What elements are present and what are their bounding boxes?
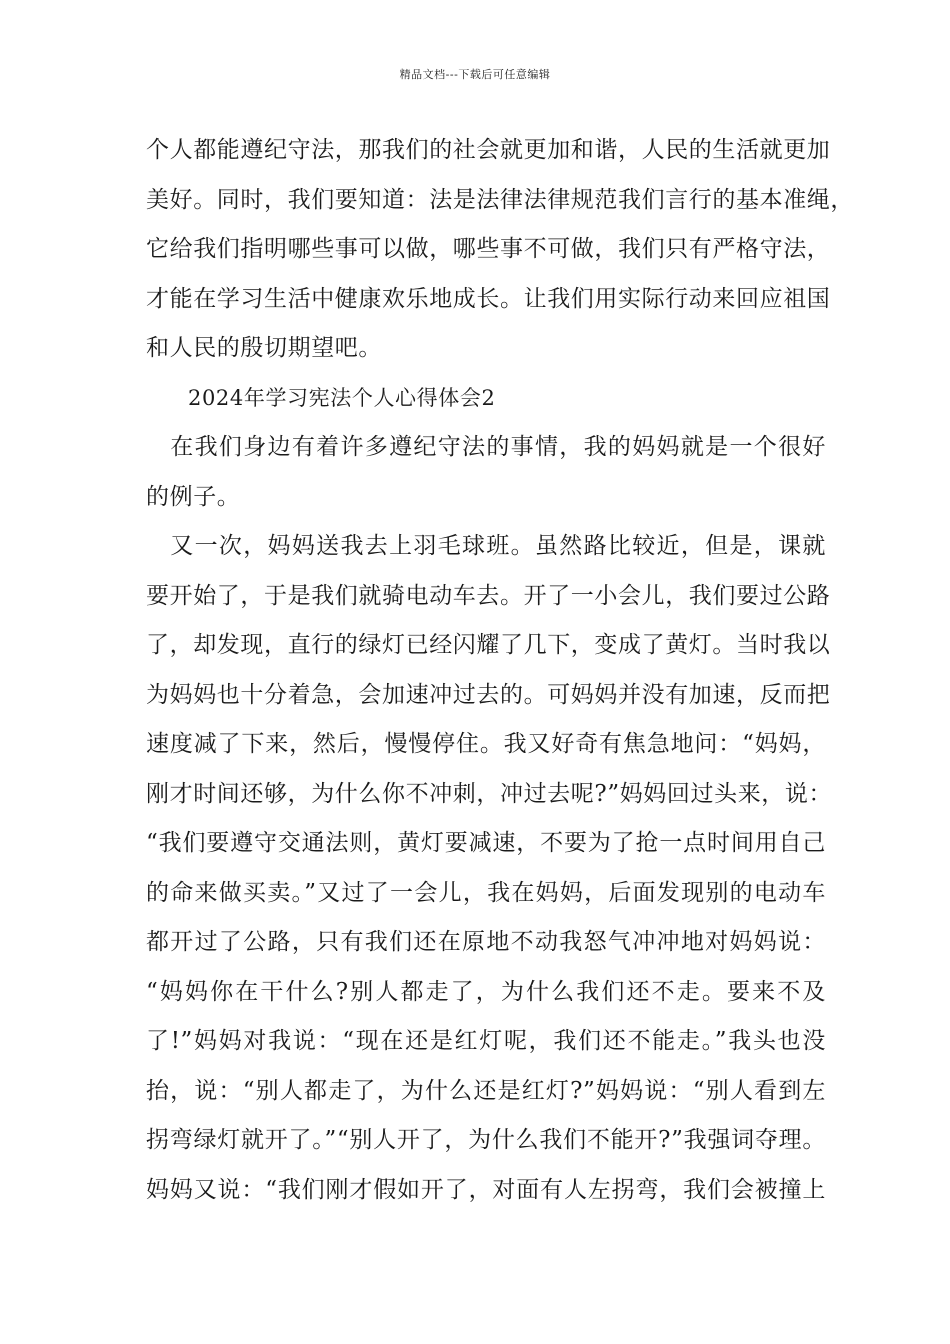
text-line: 个人都能遵纪守法，那我们的社会就更加和谐，人民的生活就更加 [146,137,831,163]
text-line: 要开始了，于是我们就骑电动车去。开了一小会儿，我们要过公路 [146,582,831,609]
text-line: 了!”妈妈对我说：“现在还是红灯呢，我们还不能走。”我头也没 [146,1028,826,1054]
text-line: 才能在学习生活中健康欢乐地成长。让我们用实际行动来回应祖国 [146,285,831,312]
text-line: 为妈妈也十分着急，会加速冲过去的。可妈妈并没有加速，反而把 [146,681,831,708]
text-line: 速度减了下来，然后，慢慢停住。我又好奇有焦急地问：“妈妈， [146,731,826,757]
text-line: “我们要遵守交通法则，黄灯要减速，不要为了抢一点时间用自己 [146,830,826,856]
text-line: “妈妈你在干什么?别人都走了，为什么我们还不走。要来不及 [146,978,826,1005]
text-line: 和人民的殷切期望吧。 [146,335,382,361]
section-title: 2024年学习宪法个人心得体会2 [188,385,496,410]
text-line: 拐弯绿灯就开了。”“别人开了，为什么我们不能开?”我强词夺理。 [146,1127,826,1153]
text-line: 的例子。 [146,483,241,510]
text-line: 又一次，妈妈送我去上羽毛球班。虽然路比较近，但是，课就 [146,533,826,559]
text-line: 的命来做买卖。”又过了一会儿，我在妈妈，后面发现别的电动车 [146,879,826,906]
page-header: 精品文档---下载后可任意编辑 [399,68,551,81]
text-line: 它给我们指明哪些事可以做，哪些事不可做，我们只有严格守法， [146,236,831,262]
text-line: 抬，说：“别人都走了，为什么还是红灯?”妈妈说：“别人看到左 [146,1077,826,1104]
text-line: 妈妈又说：“我们刚才假如开了，对面有人左拐弯，我们会被撞上 [146,1176,826,1203]
text-line: 了，却发现，直行的绿灯已经闪耀了几下，变成了黄灯。当时我以 [146,632,831,658]
text-line: 都开过了公路，只有我们还在原地不动我怒气冲冲地对妈妈说： [146,929,826,955]
text-line: 美好。同时，我们要知道：法是法律法律规范我们言行的基本准绳， [146,186,854,213]
text-line: 刚才时间还够，为什么你不冲刺，冲过去呢?”妈妈回过头来，说： [146,780,833,807]
document-body [146,126,854,1215]
text-line: 在我们身边有着许多遵纪守法的事情，我的妈妈就是一个很好 [146,434,826,460]
